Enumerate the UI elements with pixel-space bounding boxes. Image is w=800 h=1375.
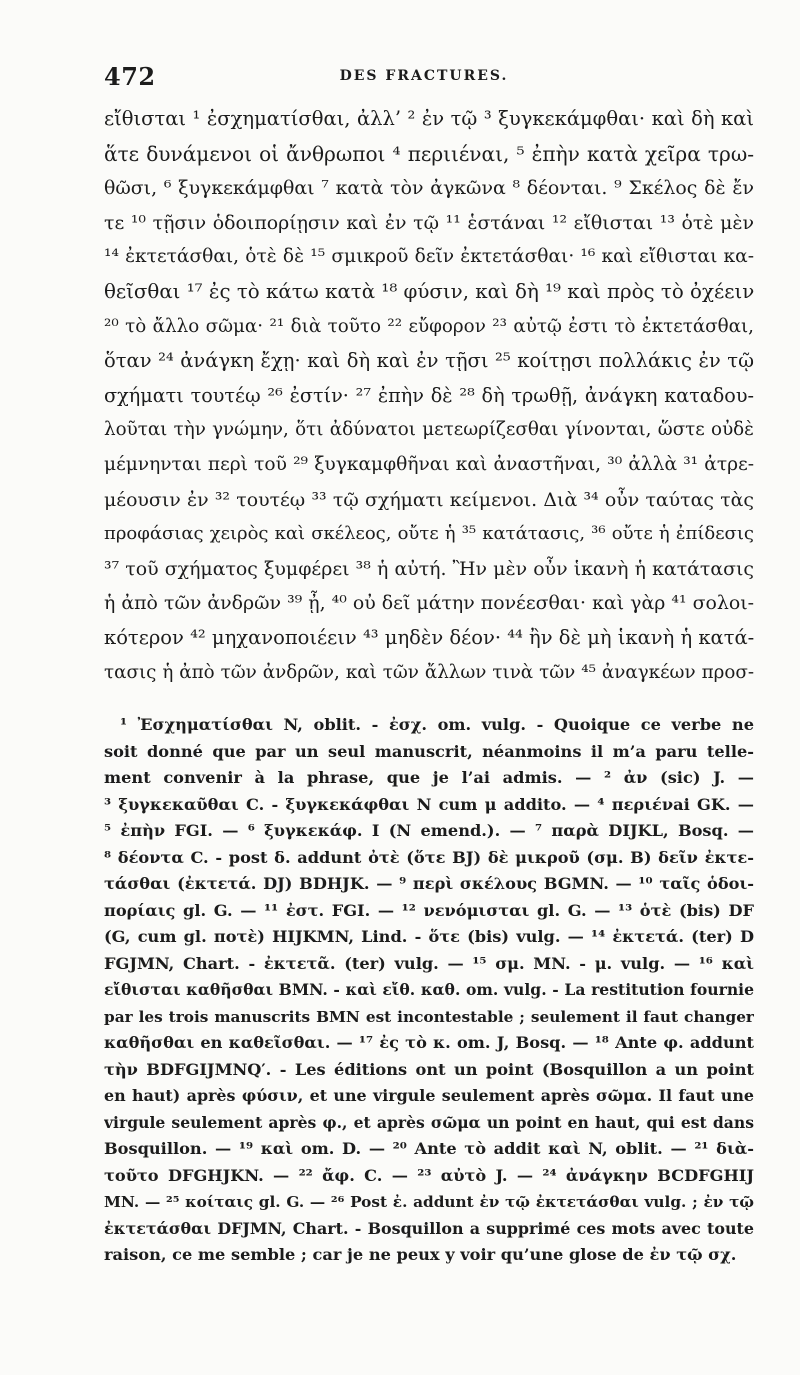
footnote-line: MN. — ²⁵ κοίταις gl. G. — ²⁶ Post ἐ. addunt ἐν τῷ ἐκτετάσθαι vulg. ; ἐν τῷ	[104, 1193, 754, 1211]
main-text-line: ²⁰ τὸ ἄλλο σῶμα· ²¹ διὰ τοῦτο ²² εὔφορον ²³ αὐτῷ ἐστι τὸ ἐκτετάσθαι,	[104, 315, 754, 337]
footnote-line: virgule seulement après φ., et après σῶμα un point en haut, qui est dans	[104, 1112, 754, 1132]
footnote-line: ⁸ δέοντα C. - post δ. addunt ὀτὲ (ὅτε BJ) δὲ μικροῦ (σμ. B) δεῖν ἐκτε-	[104, 847, 754, 867]
footnote-line: ment convenir à la phrase, que je l’ai admis. — ² ἀν (sic) J. —	[104, 768, 754, 787]
footnote-line: en haut) après φύσιν, et une virgule seulement après σῶμα. Il faut une	[104, 1086, 754, 1105]
main-text-line: κότερον ⁴² μηχανοποιέειν ⁴³ μηδὲν δέον· ⁴⁴ ἢν δὲ μὴ ἱκανὴ ἡ κατά-	[104, 625, 754, 649]
footnote-line: τοῦτο DFGHJKN. — ²² ἄφ. C. — ²³ αὐτὸ J. — ²⁴ ἀνάγκην BCDFGHIJ	[104, 1165, 754, 1185]
main-text-line: ἅτε δυνάμενοι οἱ ἄνθρωποι ⁴ περιιέναι, ⁵ ἐπὴν κατὰ χεῖρα τρω-	[104, 141, 754, 166]
footnote-line: πορίαις gl. G. — ¹¹ ἐστ. FGI. — ¹² νενόμισται gl. G. — ¹³ ὁτὲ (bis) DF	[104, 900, 754, 920]
footnote-line: τὴν BDFGIJMNQ′. - Les éditions ont un point (Bosquillon a un point	[104, 1059, 754, 1079]
main-text-line: μέουσιν ἐν ³² τουτέῳ ³³ τῷ σχήματι κείμενοι. Διὰ ³⁴ οὖν ταύτας τὰς	[104, 488, 754, 511]
main-text-line: ¹⁴ ἐκτετάσθαι, ὁτὲ δὲ ¹⁵ σμικροῦ δεῖν ἐκτετάσθαι· ¹⁶ καὶ εἴθισται κα-	[104, 246, 754, 268]
footnote-line: par les trois manuscrits BMN est incontestable ; seulement il faut changer	[104, 1007, 754, 1026]
footnote-line: ⁵ ἐπὴν FGI. — ⁶ ξυγκεκάφ. I (N emend.). — ⁷ παρὰ DIJKL, Bosq. —	[104, 821, 754, 840]
footnote-line: ¹ Ἐσχηματίσθαι N, oblit. - ἐσχ. om. vulg. - Quoique ce verbe ne	[120, 715, 754, 734]
main-text-block	[104, 102, 754, 690]
footnote-line: soit donné que par un seul manuscrit, néanmoins il m’a paru telle-	[104, 741, 754, 761]
main-text-line: προφάσιας χειρὸς καὶ σκέλεος, οὔτε ἡ ³⁵ κατάτασις, ³⁶ οὔτε ἡ ἐπίδεσις	[104, 523, 754, 545]
footnote-line: Bosquillon. — ¹⁹ καὶ om. D. — ²⁰ Ante τὸ addit καὶ N, oblit. — ²¹ διὰ-	[104, 1139, 754, 1158]
main-text-line: τε ¹⁰ τῇσιν ὁδοιπορίῃσιν καὶ ἐν τῷ ¹¹ ἑστάναι ¹² εἴθισται ¹³ ὁτὲ μὲν	[104, 211, 754, 234]
main-text-line: ἡ ἀπὸ τῶν ἀνδρῶν ³⁹ ᾖ, ⁴⁰ οὐ δεῖ μάτην πονέεσθαι· καὶ γὰρ ⁴¹ σολοι-	[104, 592, 754, 615]
page-header	[104, 62, 744, 96]
main-text-line: ³⁷ τοῦ σχήματος ξυμφέρει ³⁸ ἡ αὐτή. Ἢν μὲν οὖν ἱκανὴ ἡ κατάτασις	[104, 557, 754, 580]
footnote-line: ἐκτετάσθαι DFJMN, Chart. - Bosquillon a supprimé ces mots avec toute	[104, 1218, 754, 1238]
footnotes-block	[104, 712, 754, 1269]
main-text-line: θεῖσθαι ¹⁷ ἐς τὸ κάτω κατὰ ¹⁸ φύσιν, καὶ δὴ ¹⁹ καὶ πρὸς τὸ ὀχέειν	[104, 279, 754, 303]
main-text-line: σχήματι τουτέῳ ²⁶ ἐστίν· ²⁷ ἐπὴν δὲ ²⁸ δὴ τρωθῇ, ἀνάγκη καταδου-	[104, 383, 754, 407]
main-text-line: τασις ἡ ἀπὸ τῶν ἀνδρῶν, καὶ τῶν ἄλλων τινὰ τῶν ⁴⁵ ἀναγκέων προσ-	[104, 661, 754, 683]
page-number: 472	[104, 62, 156, 91]
main-text-line: μέμνηνται περὶ τοῦ ²⁹ ξυγκαμφθῆναι καὶ ἀναστῆναι, ³⁰ ἀλλὰ ³¹ ἀτρε-	[104, 453, 754, 475]
main-text-line: ὅταν ²⁴ ἀνάγκη ἔχῃ· καὶ δὴ καὶ ἐν τῇσι ²⁵ κοίτῃσι πολλάκις ἐν τῷ	[104, 349, 754, 373]
footnote-line: εἴθισται καθῆσθαι BMN. - καὶ εἴθ. καθ. om. vulg. - La restitution fournie	[104, 980, 754, 999]
main-text-line: θῶσι, ⁶ ξυγκεκάμφθαι ⁷ κατὰ τὸν ἀγκῶνα ⁸ δέονται. ⁹ Σκέλος δὲ ἔν	[104, 177, 754, 200]
footnote-line: FGJMN, Chart. - ἐκτετᾶ. (ter) vulg. — ¹⁵ σμ. MN. - μ. vulg. — ¹⁶ καὶ	[104, 953, 754, 973]
main-text-line: εἴθισται ¹ ἐσχηματίσθαι, ἀλλ’ ² ἐν τῷ ³ ξυγκεκάμφθαι· καὶ δὴ καὶ	[104, 107, 754, 130]
footnote-line: ³ ξυγκεκαῦθαι C. - ξυγκεκάφθαι N cum μ addito. — ⁴ περιένai GK. —	[104, 794, 754, 814]
footnote-line: τάσθαι (ἐκτετά. DJ) BDHJK. — ⁹ περὶ σκέλους BGMN. — ¹⁰ ταῖς ὁδοι-	[104, 874, 754, 893]
footnote-line: (G, cum gl. ποτὲ) HIJKMN, Lind. - ὅτε (bis) vulg. — ¹⁴ ἐκτετά. (ter) D	[104, 927, 754, 946]
main-text-line: λοῦται τὴν γνώμην, ὅτι ἀδύνατοι μετεωρίζεσθαι γίνονται, ὥστε οὐδὲ	[104, 419, 754, 441]
running-title: DES FRACTURES.	[339, 68, 509, 84]
footnote-line: raison, ce me semble ; car je ne peux y voir qu’une glose de ἐν τῷ σχ.	[104, 1245, 737, 1264]
footnote-line: καθῆσθαι en καθεῖσθαι. — ¹⁷ ἐς τὸ κ. om. J, Bosq. — ¹⁸ Ante φ. addunt	[104, 1033, 754, 1052]
